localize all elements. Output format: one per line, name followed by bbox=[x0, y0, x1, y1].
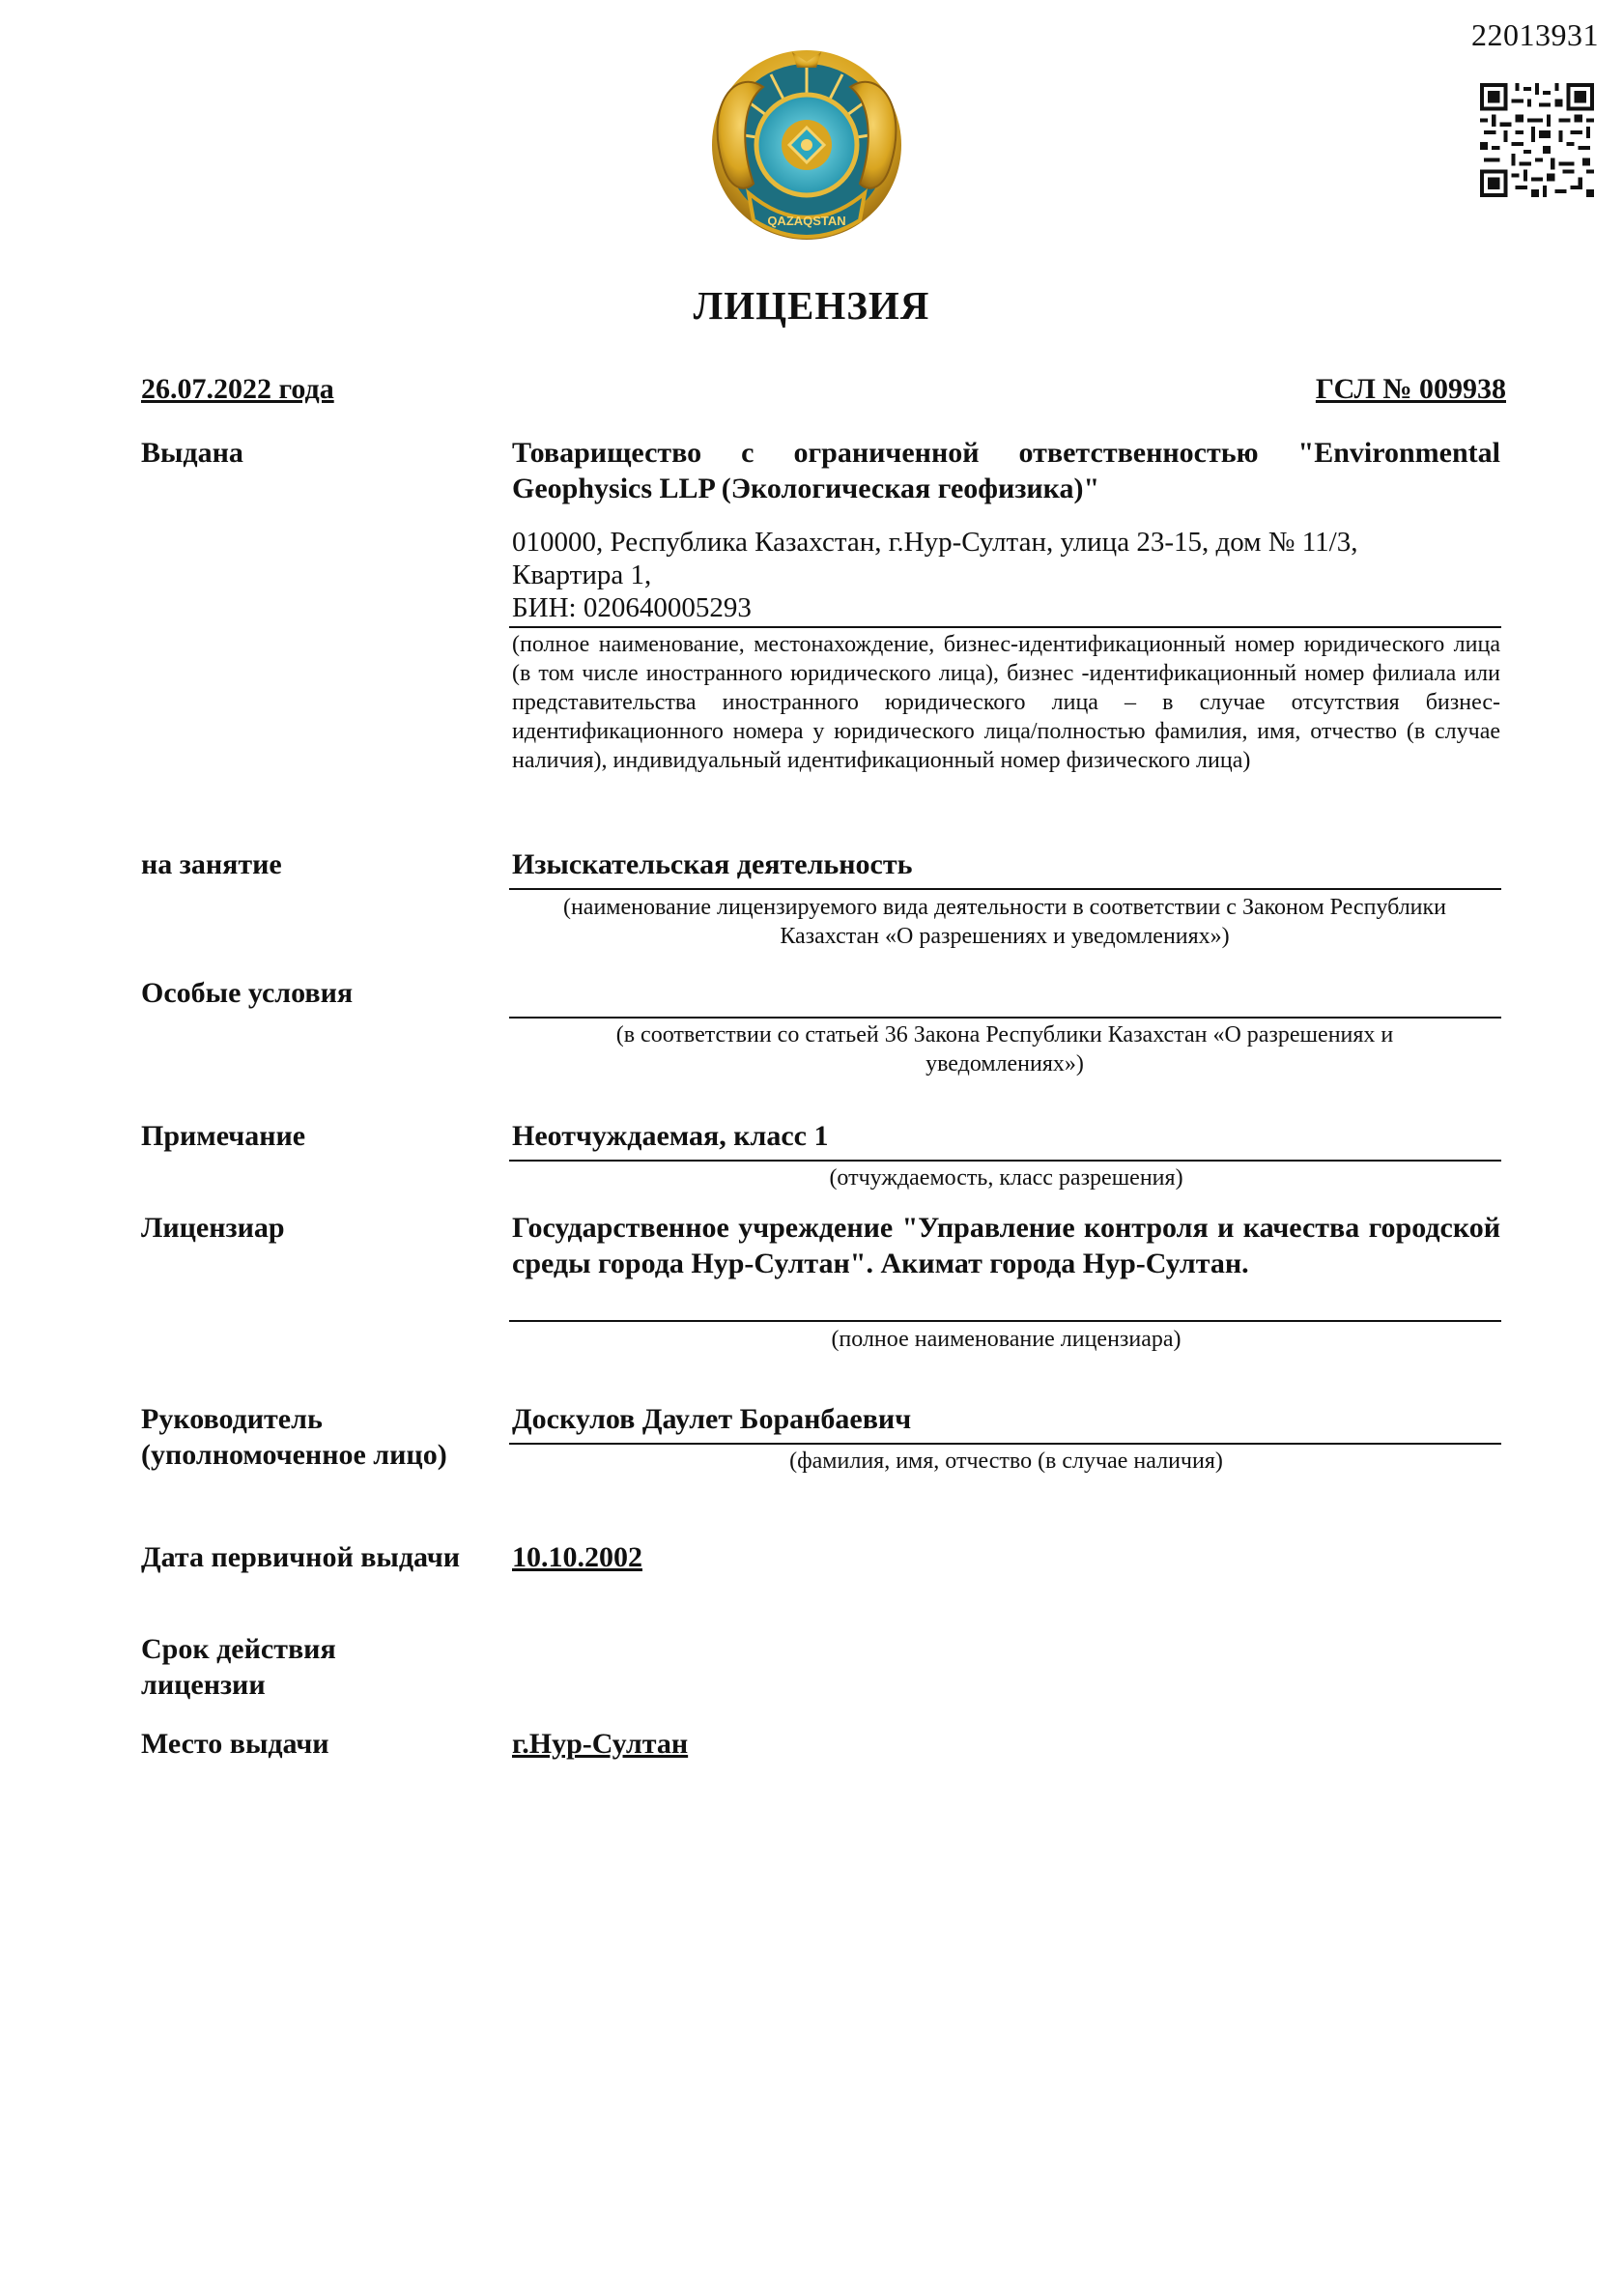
qr-code-icon bbox=[1480, 83, 1594, 197]
activity-rule bbox=[509, 888, 1501, 890]
licensor-caption: (полное наименование лицензиара) bbox=[831, 1327, 1182, 1352]
issued-rule bbox=[509, 626, 1501, 628]
page-title: ЛИЦЕНЗИЯ bbox=[693, 283, 930, 328]
first-issue-label: Дата первичной выдачи bbox=[141, 1541, 461, 1573]
issued-note: (полное наименование, местонахождение, бизнес-идентификационный номер юридического лица (в том числе иностранного юридического лица), бизнес -идентификационный номер филиала или представительства иностранного юридического лица – в случае отсутствия бизнес-идентификационного номера у юридического лица/полностью фамилия, имя, отчество (в случае наличия), индивидуальный идентификационный номер физического лица) bbox=[512, 632, 1500, 773]
conditions-label: Особые условия bbox=[141, 977, 354, 1009]
remark-label: Примечание bbox=[141, 1120, 306, 1152]
validity-label: Срок действия лицензии bbox=[141, 1633, 336, 1701]
remark-rule bbox=[509, 1160, 1501, 1162]
activity-caption: (наименование лицензируемого вида деятельности в соответствии с Законом Республики Казахстан «О разрешениях и уведомлениях») bbox=[562, 895, 1447, 949]
remark-value: Неотчуждаемая, класс 1 bbox=[512, 1120, 829, 1152]
issue-date: 26.07.2022 года bbox=[141, 373, 334, 405]
licensor-value: Государственное учреждение "Управление контроля и качества городской среды города Нур-Султан". Акимат города Нур-Султан. bbox=[512, 1212, 1500, 1279]
issued-address bbox=[512, 526, 1500, 624]
head-value: Доскулов Даулет Боранбаевич bbox=[512, 1403, 912, 1435]
document-number: 22013931 bbox=[1471, 17, 1599, 52]
head-rule bbox=[509, 1443, 1501, 1445]
licensor-rule bbox=[509, 1320, 1501, 1322]
first-issue-value: 10.10.2002 bbox=[512, 1541, 642, 1573]
address-line-2: Квартира 1, bbox=[512, 560, 652, 590]
address-line-1: 010000, Республика Казахстан, г.Нур-Султан, улица 23-15, дом № 11/3, bbox=[512, 527, 1358, 558]
place-value: г.Нур-Султан bbox=[512, 1728, 689, 1760]
license-number: ГСЛ № 009938 bbox=[1315, 373, 1506, 405]
conditions-rule bbox=[509, 1017, 1501, 1019]
place-label: Место выдачи bbox=[141, 1728, 329, 1760]
activity-value: Изыскательская деятельность bbox=[512, 848, 913, 880]
conditions-caption: (в соответствии со статьей 36 Закона Республики Казахстан «О разрешениях и уведомлениях») bbox=[615, 1022, 1394, 1076]
licensor-label: Лицензиар bbox=[141, 1212, 285, 1244]
activity-label: на занятие bbox=[141, 848, 282, 880]
head-caption: (фамилия, имя, отчество (в случае наличия) bbox=[789, 1449, 1223, 1474]
issued-name: Товарищество с ограниченной ответственностью "Environmental Geophysics LLP (Экологическая геофизика)" bbox=[512, 437, 1500, 504]
bin-number: БИН: 020640005293 bbox=[512, 592, 752, 623]
state-emblem-icon bbox=[696, 48, 918, 251]
issued-label: Выдана bbox=[141, 437, 243, 469]
remark-caption: (отчуждаемость, класс разрешения) bbox=[829, 1165, 1183, 1191]
emblem-caption: QAZAQSTAN bbox=[767, 214, 846, 228]
head-label: Руководитель (уполномоченное лицо) bbox=[141, 1403, 447, 1471]
